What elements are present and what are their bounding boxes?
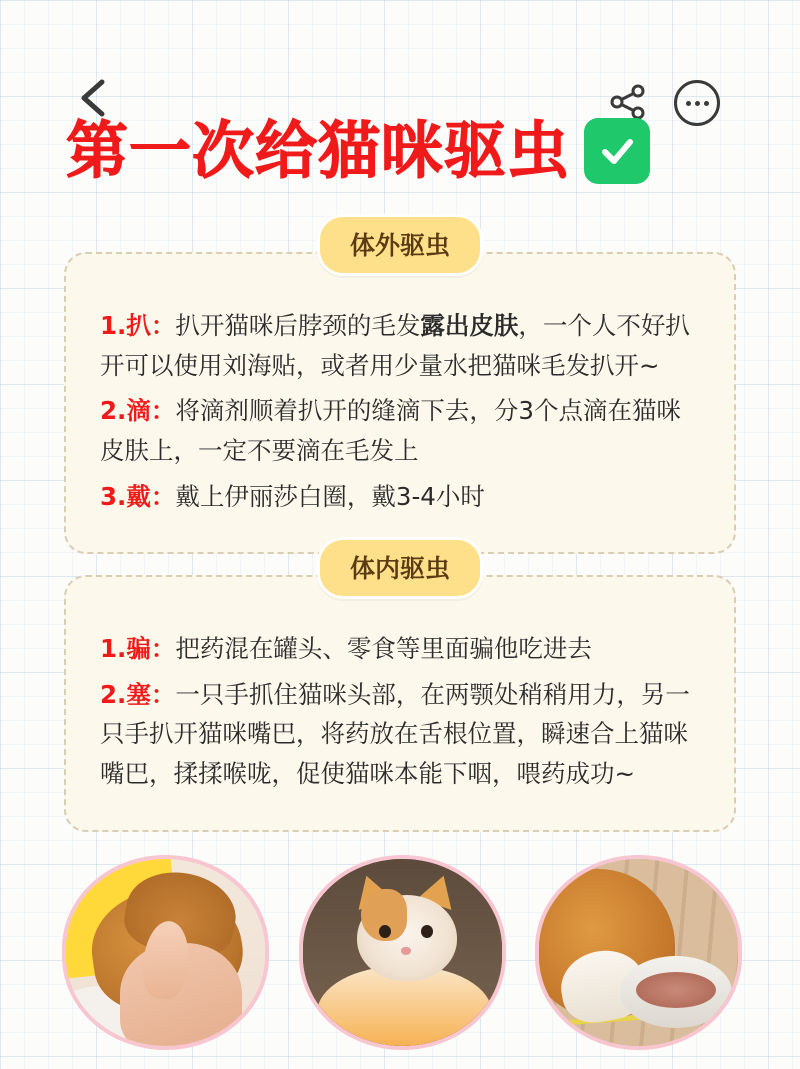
section-body: [64, 575, 736, 832]
photo-scruffing-cat: [62, 855, 269, 1050]
step-label: 1.扒：: [100, 311, 176, 340]
list-item: [100, 306, 700, 385]
food-shape: [636, 972, 716, 1008]
more-dot: [695, 101, 700, 106]
list-item: [100, 629, 700, 669]
cat-eye-shape: [379, 925, 391, 938]
list-item: [100, 391, 700, 470]
section-heading: 体内驱虫: [317, 537, 483, 599]
step-text: 一只手抓住猫咪头部，在两颚处稍稍用力，另一只手扒开猫咪嘴巴，将药放在舌根位置，瞬速合上猫咪嘴巴，揉揉喉咙，促使猫咪本能下咽，喂药成功~: [100, 679, 690, 789]
step-text: 戴上伊丽莎白圈，戴3-4小时: [175, 481, 485, 511]
section-heading: 体外驱虫: [317, 214, 483, 276]
more-dot: [686, 101, 691, 106]
photo-row: [62, 855, 742, 1050]
checkmark-icon: [584, 118, 650, 184]
section-heading-wrap: [64, 214, 736, 276]
section-heading-wrap: [64, 537, 736, 599]
photo-cat-with-cone: [299, 855, 506, 1050]
step-text: 把药混在罐头、零食等里面骗他吃进去: [175, 634, 592, 663]
page-title: 第一次给猫咪驱虫: [66, 114, 571, 187]
cat-nose-shape: [401, 947, 411, 955]
photo-cat-eating: [535, 855, 742, 1050]
section-internal-deworming: [64, 537, 736, 832]
section-body: [64, 252, 736, 554]
top-bar: [0, 34, 800, 96]
step-label: 3.戴：: [100, 481, 176, 511]
step-text: 扒开猫咪后脖颈的毛发: [175, 311, 421, 340]
step-text-emphasis: 露出皮肤: [420, 311, 519, 340]
step-text: ，一个人不好扒开可以使用刘海贴，或者用少量水把猫咪毛发扒开~: [100, 311, 690, 380]
section-external-deworming: [64, 214, 736, 554]
step-label: 1.骗：: [100, 634, 176, 663]
step-label: 2.塞：: [100, 679, 176, 709]
cat-eye-shape: [421, 925, 433, 938]
title-row: [66, 108, 746, 194]
list-item: [100, 675, 700, 794]
step-text: 将滴剂顺着扒开的缝滴下去，分3个点滴在猫咪皮肤上，一定不要滴在毛发上: [100, 396, 681, 466]
step-label: 2.滴：: [100, 396, 176, 426]
more-dot: [704, 101, 709, 106]
list-item: [100, 477, 700, 517]
